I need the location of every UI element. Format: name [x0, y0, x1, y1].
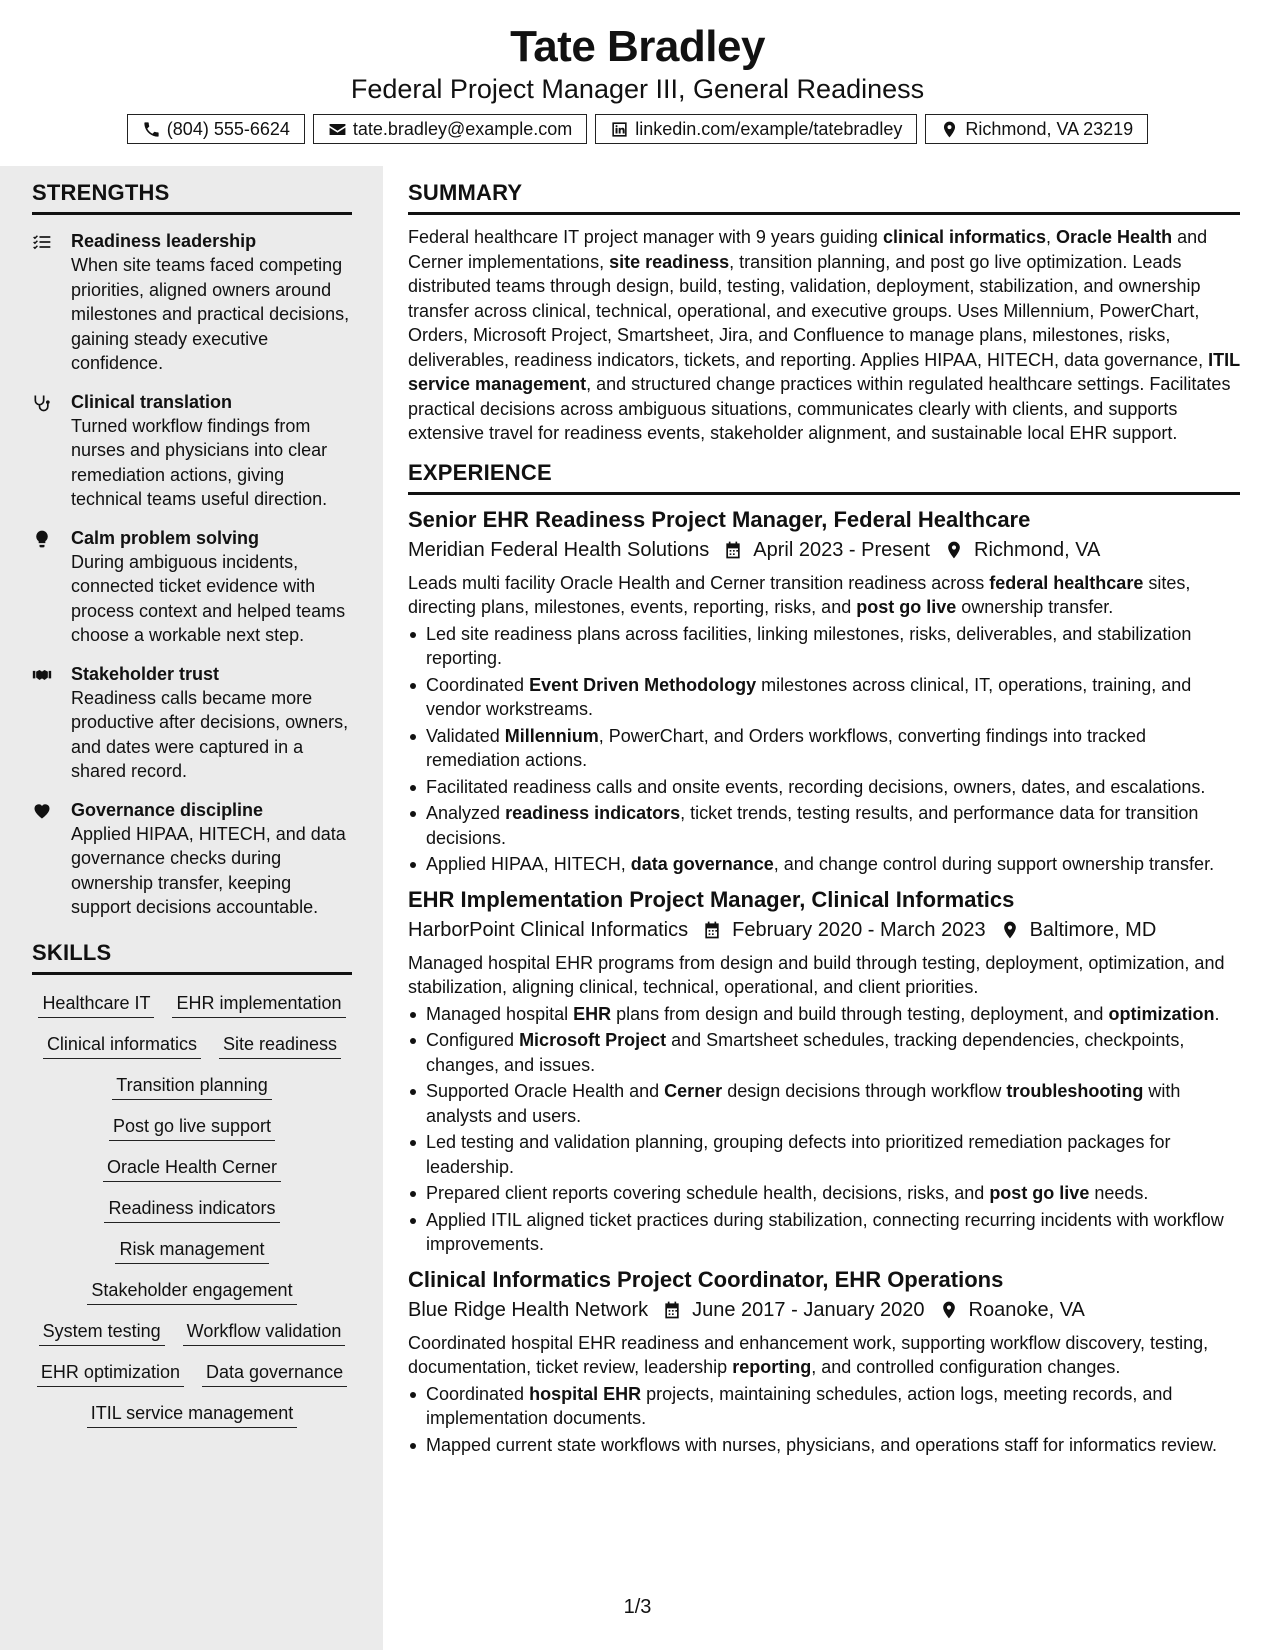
job-meta [408, 535, 1240, 565]
text-run: , and structured change practices within regulated healthcare settings. Facilitates practical decisions across ambiguous situations, communicates clearly with clients, and supports extensive travel for readiness events, stakeholder alignment, and sustainable local EHR support. [408, 374, 1231, 443]
heart-icon [32, 801, 52, 821]
map-pin-icon [1000, 920, 1020, 940]
bullet-item [408, 1433, 1240, 1458]
phone-text: (804) 555-6624 [166, 118, 290, 139]
page-number [0, 1596, 1275, 1619]
skill-tag: Clinical informatics [43, 1032, 201, 1059]
bullet-item [408, 1130, 1240, 1179]
text-run: Applied HIPAA, HITECH, [426, 854, 631, 874]
bullet-item [408, 1208, 1240, 1257]
bullet-item [408, 1002, 1240, 1027]
bullet-item [408, 801, 1240, 850]
text-run: Applied ITIL aligned ticket practices during stabilization, connecting recurring incidents with workflow improvements. [426, 1209, 1224, 1254]
bullet-item [408, 673, 1240, 722]
skill-tag: EHR optimization [37, 1360, 184, 1387]
bold-text: data governance [630, 854, 774, 874]
text-run: Supported Oracle Health and [426, 1081, 665, 1101]
skills-heading: SKILLS [32, 940, 352, 975]
job-entry [408, 505, 1240, 877]
skill-tag: Data governance [202, 1360, 347, 1387]
skill-tag: Risk management [115, 1237, 268, 1264]
text-run: Coordinated hospital EHR readiness and enhancement work, supporting workflow discovery, testing, documentation, ticket review, leadership [408, 1332, 1209, 1377]
job-entry [408, 1265, 1240, 1458]
strength-item [32, 390, 352, 512]
main-content [408, 166, 1240, 1465]
bold-text: Oracle Health [1056, 227, 1173, 247]
text-run: , [1046, 227, 1057, 247]
lightbulb-icon [32, 529, 52, 549]
bold-text: post go live [856, 597, 957, 617]
bold-text: Microsoft Project [519, 1030, 667, 1050]
checklist-icon [32, 232, 52, 252]
linkedin-text: linkedin.com/example/tatebradley [635, 118, 903, 139]
resume-header [0, 0, 1275, 166]
strength-item [32, 662, 352, 784]
summary-text [408, 225, 1240, 446]
strength-item [32, 526, 352, 648]
page-number-text: 1/3 [623, 1596, 652, 1618]
strength-desc: Readiness calls became more productive after decisions, owners, and dates were captured in a shared record. [71, 687, 349, 781]
text-run: Led site readiness plans across facilities, linking milestones, risks, deliverables, and stabilization reporting. [426, 623, 1192, 668]
strength-item [32, 229, 352, 376]
text-run: Analyzed [426, 803, 506, 823]
strength-title: Clinical translation [71, 391, 233, 412]
phone-icon [142, 120, 161, 139]
bold-text: troubleshooting [1006, 1081, 1144, 1101]
strength-desc: Applied HIPAA, HITECH, and data governance checks during ownership transfer, keeping support decisions accountable. [71, 823, 346, 917]
text-run: . [1214, 1003, 1220, 1024]
bold-text: clinical informatics [882, 227, 1046, 247]
text-run: Managed hospital [426, 1003, 574, 1024]
job-intro [408, 1331, 1240, 1380]
text-run: Mapped current state workflows with nurses, physicians, and operations staff for informatics review. [426, 1434, 1218, 1455]
text-run: design decisions through workflow [722, 1081, 1007, 1101]
job-title: Senior EHR Readiness Project Manager, Federal Healthcare [408, 506, 1031, 532]
envelope-icon [328, 120, 347, 139]
skill-tag: Oracle Health Cerner [103, 1155, 281, 1182]
skill-tag: Site readiness [219, 1032, 341, 1059]
skill-tag: Workflow validation [183, 1319, 346, 1346]
text-run: ownership transfer. [956, 597, 1114, 617]
skill-tag: Healthcare IT [38, 991, 154, 1018]
text-run: Prepared client reports covering schedule health, decisions, risks, and [426, 1183, 990, 1203]
job-bullets [408, 1382, 1240, 1458]
text-run: Configured [426, 1030, 520, 1050]
job-bullets [408, 622, 1240, 877]
candidate-name: Tate Bradley [510, 22, 765, 71]
bold-text: Millennium [504, 725, 599, 746]
text-run: and Cerner implementations, [408, 227, 1208, 272]
text-run: Leads multi facility Oracle Health and Cerner transition readiness across [408, 572, 990, 593]
calendar-icon [723, 540, 743, 560]
text-run: Led testing and validation planning, grouping defects into prioritized remediation packages for leadership. [426, 1132, 1171, 1177]
skill-tag: Readiness indicators [104, 1196, 279, 1223]
bold-text: reporting [732, 1357, 812, 1377]
text-run: needs. [1089, 1183, 1149, 1203]
text-run: Validated [426, 725, 505, 746]
job-bullets [408, 1002, 1240, 1257]
text-run: and Smartsheet schedules, tracking dependencies, checkpoints, changes, and issues. [426, 1030, 1185, 1075]
contact-bar [0, 114, 1275, 144]
bullet-item [408, 1382, 1240, 1431]
strength-title: Readiness leadership [71, 231, 257, 251]
job-dates: June 2017 - January 2020 [692, 1298, 925, 1321]
bullet-item [408, 622, 1240, 671]
job-meta [408, 915, 1240, 945]
bold-text: Event Driven Methodology [529, 674, 757, 695]
strength-title: Calm problem solving [71, 527, 260, 548]
summary-heading: SUMMARY [408, 180, 1240, 215]
map-pin-icon [939, 1300, 959, 1320]
skill-tag: System testing [39, 1319, 165, 1346]
skill-tag: Post go live support [109, 1114, 275, 1141]
text-run: Facilitated readiness calls and onsite events, recording decisions, owners, dates, and escalations. [426, 776, 1206, 797]
job-entry [408, 885, 1240, 1257]
calendar-icon [702, 920, 722, 940]
strength-title: Stakeholder trust [71, 663, 220, 684]
strength-item [32, 798, 352, 920]
skill-tag: EHR implementation [172, 991, 345, 1018]
bullet-item [408, 775, 1240, 800]
job-title: EHR Implementation Project Manager, Clinical Informatics [408, 886, 1015, 912]
location-text: Richmond, VA 23219 [965, 118, 1134, 139]
bullet-item [408, 1028, 1240, 1077]
bold-text: ITIL service management [408, 349, 1240, 394]
text-run: Managed hospital EHR programs from design and build through testing, deployment, optimization, and stabilization, aligning clinical, technical, operational, and client priorities. [408, 952, 1225, 997]
strength-desc: Turned workflow findings from nurses and physicians into clear remediation actions, giving technical teams useful direction. [71, 415, 328, 509]
bold-text: optimization [1108, 1003, 1215, 1024]
job-intro [408, 951, 1240, 1000]
skill-tag: Transition planning [112, 1073, 271, 1100]
job-title: Clinical Informatics Project Coordinator, EHR Operations [408, 1266, 1004, 1292]
text-run: Coordinated [426, 1383, 530, 1404]
text-run: , and change control during support ownership transfer. [773, 854, 1215, 874]
skill-tag: Stakeholder engagement [87, 1278, 296, 1305]
job-location: Richmond, VA [974, 538, 1101, 561]
bold-text: readiness indicators [505, 803, 681, 823]
text-run: plans from design and build through testing, deployment, and [611, 1003, 1109, 1024]
map-pin-icon [940, 120, 959, 139]
map-pin-icon [944, 540, 964, 560]
job-dates: February 2020 - March 2023 [732, 918, 986, 941]
job-location: Baltimore, MD [1029, 918, 1157, 941]
contact-email[interactable] [313, 114, 587, 144]
text-run: sites, directing plans, milestones, events, reporting, risks, and [408, 572, 1191, 617]
strength-desc: During ambiguous incidents, connected ticket evidence with process context and helped teams choose a workable next step. [71, 551, 346, 645]
strength-desc: When site teams faced competing priorities, aligned owners around milestones and practical decisions, gaining steady executive confidence. [71, 255, 350, 373]
handshake-icon [32, 665, 52, 685]
strengths-heading: STRENGTHS [32, 180, 352, 215]
bold-text: EHR [573, 1003, 612, 1024]
text-run: projects, maintaining schedules, action logs, meeting records, and implementation documents. [426, 1383, 1173, 1428]
job-company: HarborPoint Clinical Informatics [408, 918, 689, 941]
bold-text: post go live [989, 1183, 1090, 1203]
bold-text: federal healthcare [989, 572, 1144, 593]
contact-linkedin[interactable] [595, 114, 917, 144]
text-run: , PowerChart, and Orders workflows, converting findings into tracked remediation actions. [426, 725, 1146, 770]
stethoscope-icon [32, 393, 52, 413]
skills-list [32, 989, 352, 1428]
sidebar [0, 166, 383, 1650]
experience-heading: EXPERIENCE [408, 460, 1240, 495]
text-run: milestones across clinical, IT, operations, training, and vendor workstreams. [426, 674, 1192, 719]
skill-tag: ITIL service management [87, 1401, 297, 1428]
bold-text: Cerner [664, 1081, 723, 1101]
job-dates: April 2023 - Present [753, 538, 931, 561]
bullet-item [408, 724, 1240, 773]
job-company: Blue Ridge Health Network [408, 1298, 649, 1321]
job-intro [408, 571, 1240, 620]
calendar-icon [662, 1300, 682, 1320]
text-run: with analysts and users. [426, 1081, 1181, 1126]
job-location: Roanoke, VA [968, 1298, 1085, 1321]
bullet-item [408, 1181, 1240, 1206]
bold-text: hospital EHR [529, 1383, 642, 1404]
contact-location [925, 114, 1148, 144]
text-run: , transition planning, and post go live optimization. Leads distributed teams through design, build, testing, validation, deployment, stabilization, and ownership transfer across clinical, technical, operational, and executive groups. Uses Millennium, PowerChart, Orders, Microsoft Project, Smartsheet, Jira, and Confluence to manage plans, milestones, risks, deliverables, readiness indicators, tickets, and reporting. Applies HIPAA, HITECH, data governance, [408, 251, 1209, 370]
candidate-headline: Federal Project Manager III, General Readiness [350, 74, 925, 104]
job-meta [408, 1295, 1240, 1325]
bullet-item [408, 852, 1240, 877]
text-run: Coordinated [426, 674, 530, 695]
text-run: , and controlled configuration changes. [811, 1357, 1121, 1377]
bold-text: site readiness [609, 251, 730, 272]
job-company: Meridian Federal Health Solutions [408, 538, 710, 561]
text-run: Federal healthcare IT project manager with 9 years guiding [408, 227, 883, 247]
contact-phone[interactable] [127, 114, 305, 144]
linkedin-icon [610, 120, 629, 139]
strength-title: Governance discipline [71, 799, 264, 820]
text-run: , ticket trends, testing results, and performance data for transition decisions. [426, 803, 1199, 848]
email-text: tate.bradley@example.com [352, 118, 573, 139]
bullet-item [408, 1079, 1240, 1128]
